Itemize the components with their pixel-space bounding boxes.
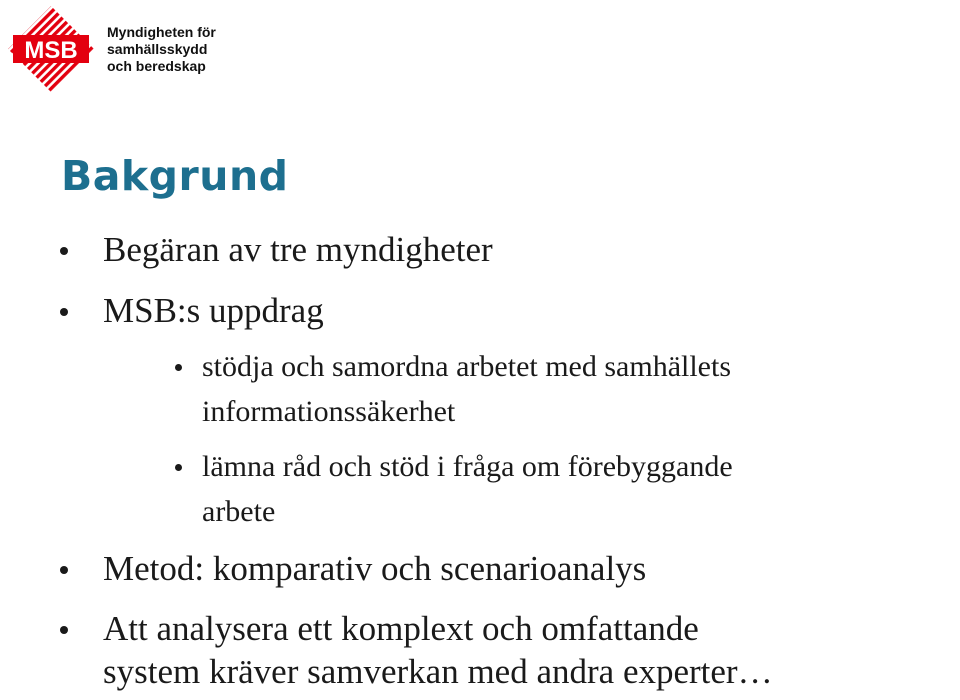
- logo-line-1: Myndigheten för: [107, 24, 216, 40]
- bullet-dot-icon: [60, 566, 68, 574]
- bullet-dot-icon: [60, 626, 68, 634]
- bullet-item: [60, 547, 646, 590]
- bullet-dot-icon: [175, 464, 182, 471]
- bullet-dot-icon: [60, 308, 68, 316]
- bullet-item: [60, 607, 773, 693]
- bullet-text-line-1: Att analysera ett komplext och omfattande: [103, 609, 699, 648]
- bullet-text: MSB:s uppdrag: [103, 291, 324, 330]
- sub-bullet-text-line-1: stödja och samordna arbetet med samhällets: [202, 350, 731, 383]
- sub-bullet-text-line-1: lämna råd och stöd i fråga om förebyggande: [202, 450, 733, 483]
- bullet-item: [60, 289, 324, 332]
- logo-line-3: och beredskap: [107, 58, 206, 74]
- msb-logo-mark-text: MSB: [24, 37, 78, 64]
- sub-bullet-text-line-2: informationssäkerhet: [202, 395, 456, 428]
- bullet-dot-icon: [175, 364, 182, 371]
- slide-title: Bakgrund: [61, 152, 289, 200]
- bullet-text: Metod: komparativ och scenarioanalys: [103, 549, 647, 588]
- sub-bullet-text-line-2: arbete: [202, 495, 276, 528]
- sub-bullet-item: [175, 344, 731, 434]
- bullet-dot-icon: [60, 247, 68, 255]
- bullet-item: [60, 228, 493, 271]
- logo-line-2: samhällsskydd: [107, 41, 208, 57]
- bullet-text-line-2: system kräver samverkan med andra experter…: [103, 652, 773, 691]
- sub-bullet-item: [175, 444, 733, 534]
- msb-logo-mark: [6, 4, 96, 94]
- bullet-text: Begäran av tre myndigheter: [103, 230, 493, 269]
- msb-logo-wordmark: [107, 24, 216, 75]
- msb-logo: [6, 4, 246, 94]
